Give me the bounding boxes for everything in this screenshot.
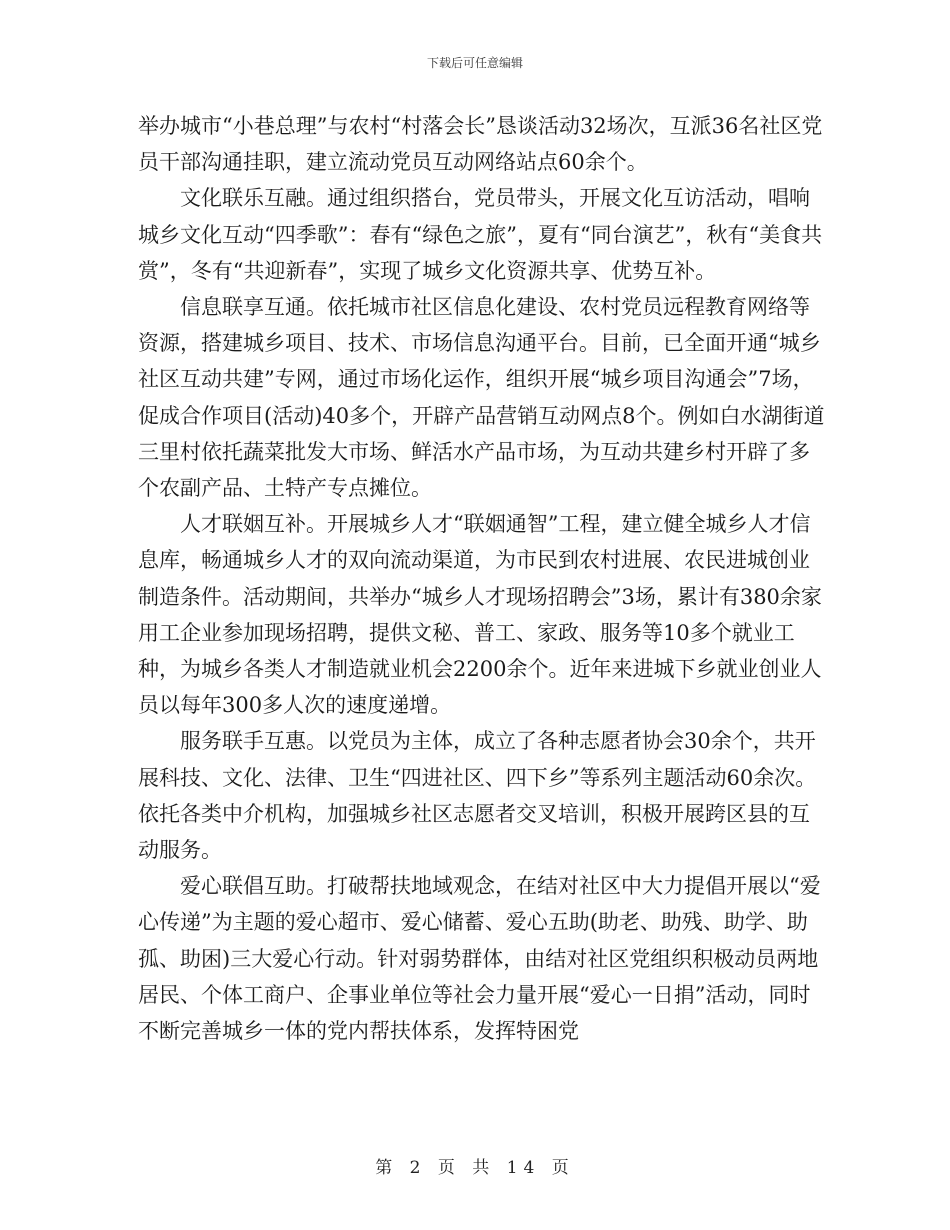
page-header: 下载后可任意编辑 bbox=[426, 56, 523, 70]
paragraph-2: 文化联乐互融。通过组织搭台，党员带头，开展文化互访活动，唱响城乡文化互动“四季歌”：春有“绿色之旅”，夏有“同台演艺”，秋有“美食共赏”，冬有“共迎新春”，实现了城乡文化资源共享、优势互补。 bbox=[138, 186, 823, 283]
paragraph-5: 服务联手互惠。以党员为主体，成立了各种志愿者协会30余个，共开展科技、文化、法律、卫生“四进社区、四下乡”等系列主题活动60余次。依托各类中介机构，加强城乡社区志愿者交叉培训，积极开展跨区县的互动服务。 bbox=[138, 729, 817, 863]
paragraph-3: 信息联享互通。依托城市社区信息化建设、农村党员远程教育网络等资源，搭建城乡项目、技术、市场信息沟通平台。目前，已全面开通“城乡社区互动共建”专网，通过市场化运作，组织开展“城乡项目沟通会”7场，促成合作项目(活动)40多个，开辟产品营销互动网点8个。例如白水湖街道三里村依托蔬菜批发大市场、鲜活水产品市场，为互动共建乡村开辟了多个农副产品、土特产专点摊位。 bbox=[138, 295, 825, 501]
paragraph-1: 举办城市“小巷总理”与农村“村落会长”恳谈活动32场次，互派36名社区党员干部沟通挂职，建立流动党员互动网络站点60余个。 bbox=[138, 114, 823, 175]
paragraph-6: 爱心联倡互助。打破帮扶地域观念，在结对社区中大力提倡开展以“爱心传递”为主题的爱心超市、爱心储蓄、爱心五助(助老、助残、助学、助孤、助困)三大爱心行动。针对弱势群体，由结对社区党组织积极动员两地居民、个体工商户、企事业单位等社会力量开展“爱心一日捐”活动，同时不断完善城乡一体的党内帮扶体系，发挥特困党 bbox=[138, 874, 821, 1044]
page-footer: 第 2 页 共 14 页 bbox=[375, 1158, 575, 1178]
paragraph-4: 人才联姻互补。开展城乡人才“联姻通智”工程，建立健全城乡人才信息库，畅通城乡人才的双向流动渠道，为市民到农村进展、农民进城创业制造条件。活动期间，共举办“城乡人才现场招聘会”3场，累计有380余家用工企业参加现场招聘，提供文秘、普工、家政、服务等10多个就业工种，为城乡各类人才制造就业机会2200余个。近年来进城下乡就业创业人员以每年300多人次的速度递增。 bbox=[138, 512, 822, 718]
document-body bbox=[138, 108, 828, 1049]
